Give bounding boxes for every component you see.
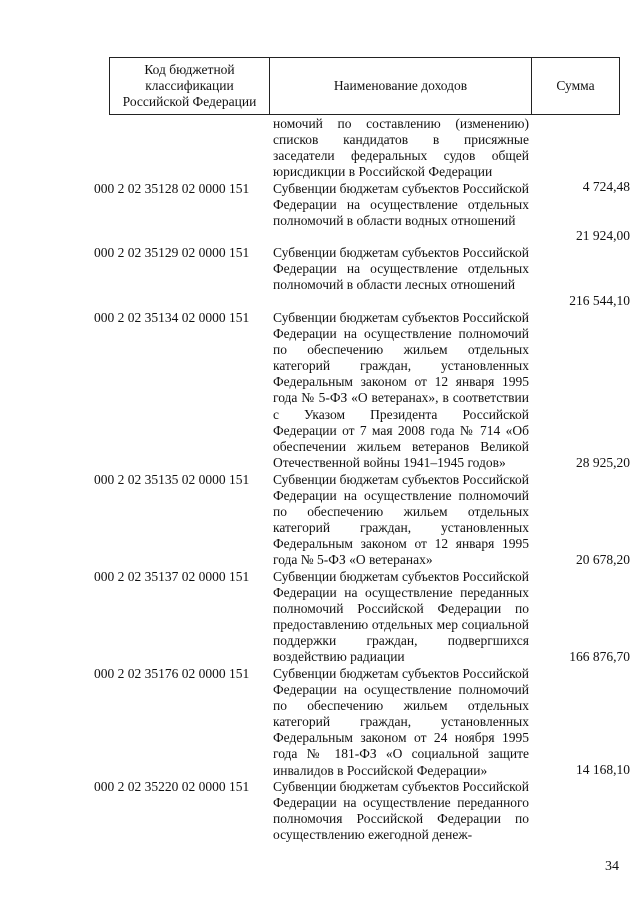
header-sum: Сумма bbox=[556, 78, 595, 93]
row-sum: 28 925,20 bbox=[576, 454, 630, 470]
row-code: 000 2 02 35134 02 0000 151 bbox=[94, 310, 250, 325]
table-row bbox=[0, 666, 640, 779]
row-code: 000 2 02 35129 02 0000 151 bbox=[94, 245, 250, 260]
table-row bbox=[0, 472, 640, 569]
row-name: Субвенции бюджетам субъектов Российской Федерации на осуществление переданных полномочий Российской Федерации по предоставлению отдельных мер социальной поддержки граждан, подвергшихся воздействию радиации bbox=[273, 569, 529, 665]
page-number: 34 bbox=[605, 859, 619, 874]
table-row bbox=[0, 245, 640, 310]
table-row bbox=[0, 569, 640, 666]
row-sum: 14 168,10 bbox=[576, 761, 630, 777]
row-name: Субвенции бюджетам субъектов Российской Федерации на осуществление отдельных полномочий в области водных отношений bbox=[273, 181, 529, 229]
row-code: 000 2 02 35137 02 0000 151 bbox=[94, 569, 250, 584]
row-name: Субвенции бюджетам субъектов Российской Федерации на осуществление отдельных полномочий в области лесных отношений bbox=[273, 245, 529, 293]
row-name: Субвенции бюджетам субъектов Российской Федерации на осуществление полномочий по обеспечению жильем отдельных категорий граждан, установленных Федеральным законом от 24 ноября 1995 года № 181-ФЗ «О социальной защите инвалидов в Российской Федерации» bbox=[273, 666, 529, 778]
row-sum: 21 924,00 bbox=[576, 227, 630, 243]
row-code: 000 2 02 35220 02 0000 151 bbox=[94, 779, 250, 794]
row-name: Субвенции бюджетам субъектов Российской Федерации на осуществление переданного полномочия Российской Федерации по осуществлению ежегодной денеж- bbox=[273, 779, 529, 843]
table-row bbox=[0, 779, 640, 849]
row-name: номочий по составлению (изменению) списков кандидатов в присяжные заседатели федеральных судов общей юрисдикции в Российской Федерации bbox=[273, 116, 529, 180]
row-sum: 166 876,70 bbox=[569, 648, 630, 664]
row-sum: 216 544,10 bbox=[569, 292, 630, 308]
header-code: Код бюджетной классификации Российской Федерации bbox=[110, 58, 270, 114]
row-name: Субвенции бюджетам субъектов Российской Федерации на осуществление полномочий по обеспечению жильем отдельных категорий граждан, установленных Федеральным законом от 12 января 1995 года № 5-ФЗ «О ветеранах» bbox=[273, 472, 529, 568]
table-body bbox=[0, 116, 640, 849]
row-name: Субвенции бюджетам субъектов Российской Федерации на осуществление полномочий по обеспечению жильем отдельных категорий граждан, установленных Федеральным законом от 12 января 1995 года № 5-ФЗ «О ветеранах», в соответствии с Указом Президента Российской Федерации от 7 мая 2008 года № 714 «Об обеспечении жильем ветеранов Великой Отечественной войны 1941–1945 годов» bbox=[273, 310, 529, 470]
row-sum: 4 724,48 bbox=[582, 178, 630, 194]
row-code: 000 2 02 35135 02 0000 151 bbox=[94, 472, 250, 487]
table-row bbox=[0, 310, 640, 472]
row-sum: 20 678,20 bbox=[576, 551, 630, 567]
row-code: 000 2 02 35176 02 0000 151 bbox=[94, 666, 250, 681]
row-code: 000 2 02 35128 02 0000 151 bbox=[94, 181, 250, 196]
table-row bbox=[0, 178, 640, 245]
table-header bbox=[109, 57, 620, 115]
header-name: Наименование доходов bbox=[270, 58, 532, 114]
